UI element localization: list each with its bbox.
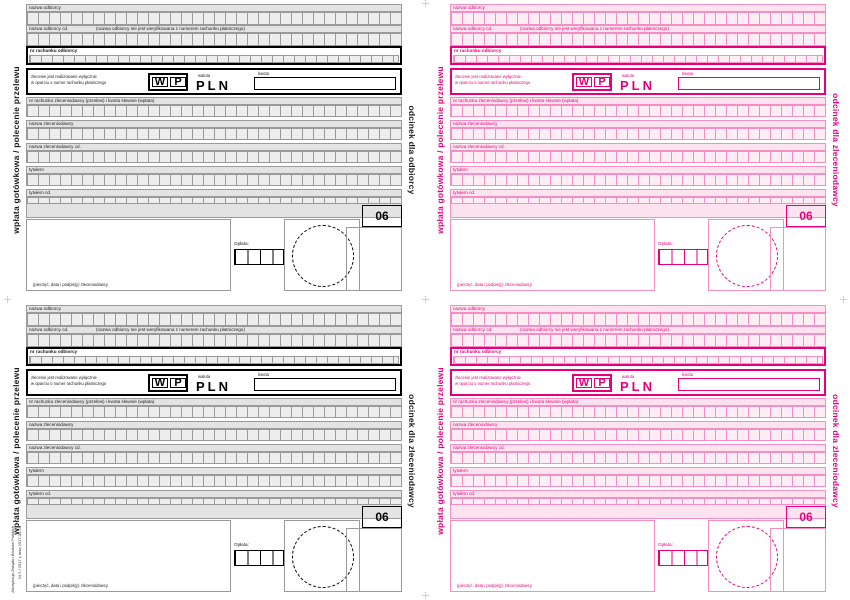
signature-caption: (pieczęć, data i podpis(y) zleceniodawcy <box>33 282 108 287</box>
vertical-title-text: wpłata gotówkowa / polecenie przelewu <box>11 65 21 234</box>
stamp-circle-icon <box>716 526 778 588</box>
label-orderer-account: nr rachunku zleceniodawcy (przelew) i kwota słownie (wpłata) <box>29 98 155 103</box>
input-orderer-name[interactable] <box>450 429 826 441</box>
input-title[interactable] <box>26 174 402 186</box>
type-w-cell[interactable]: W <box>152 378 168 388</box>
type-w-cell[interactable]: W <box>576 378 592 388</box>
field-orderer-account[interactable] <box>26 97 402 115</box>
field-header <box>450 143 826 151</box>
field-amount-row[interactable] <box>450 68 826 95</box>
field-orderer-name-cont[interactable] <box>450 143 826 161</box>
input-title[interactable] <box>26 475 402 487</box>
input-recipient-name-cont[interactable] <box>450 334 826 347</box>
label-recipient-account: nr rachunku odbiorcy <box>30 349 78 354</box>
label-orderer-account: nr rachunku zleceniodawcy (przelew) i kwota słownie (wpłata) <box>453 98 579 103</box>
label-recipient-name-cont: nazwa odbiorcy cd. <box>453 327 493 332</box>
field-header <box>450 120 826 128</box>
input-recipient-account[interactable] <box>453 55 823 63</box>
note-recipient-name: (nazwa odbiorcy nie jest weryfikowana z numerem rachunku płatniczego) <box>520 327 669 332</box>
field-recipient-account[interactable] <box>26 46 402 65</box>
field-orderer-name-cont[interactable] <box>26 143 402 161</box>
note-order-line2: w oparciu o numer rachunku płatniczego <box>455 80 531 85</box>
field-header <box>26 444 402 452</box>
input-orderer-account[interactable] <box>26 105 402 117</box>
value-currency: PLN <box>620 379 655 394</box>
field-title[interactable] <box>450 467 826 485</box>
input-title[interactable] <box>450 174 826 186</box>
signature-box[interactable] <box>450 520 655 592</box>
stamp-circle-icon <box>716 225 778 287</box>
transfer-type-box[interactable] <box>572 73 612 91</box>
field-recipient-name-cont[interactable] <box>450 326 826 342</box>
field-header <box>450 444 826 452</box>
gray-separator <box>450 203 826 218</box>
field-header <box>26 421 402 429</box>
input-recipient-name[interactable] <box>26 313 402 326</box>
label-amount: kwota <box>258 372 269 377</box>
registration-mark <box>840 296 847 303</box>
form-body <box>26 2 402 297</box>
field-orderer-name[interactable] <box>450 120 826 138</box>
registration-mark <box>4 296 11 303</box>
input-recipient-name[interactable] <box>450 12 826 25</box>
input-amount[interactable] <box>254 378 396 391</box>
field-header <box>450 421 826 429</box>
form-copy-4 <box>432 303 844 598</box>
input-recipient-name-cont[interactable] <box>26 334 402 347</box>
field-amount-row[interactable] <box>26 68 402 95</box>
vertical-title-right <box>404 2 420 297</box>
stamp-circle-icon <box>292 526 354 588</box>
vertical-title-right <box>828 303 844 598</box>
label-recipient-name-cont: nazwa odbiorcy cd. <box>29 327 69 332</box>
note-order-line1: zlecenie jest realizowane wyłącznie <box>455 375 521 380</box>
type-p-cell[interactable]: P <box>594 77 610 87</box>
label-orderer-name: nazwa zleceniodawcy <box>453 121 498 126</box>
label-recipient-account: nr rachunku odbiorcy <box>454 349 502 354</box>
field-header <box>26 166 402 174</box>
copy-label-text: odcinek dla zleceniodawcy <box>407 393 417 508</box>
note-order-line1: zlecenie jest realizowane wyłącznie <box>31 375 97 380</box>
input-recipient-account[interactable] <box>29 356 399 364</box>
label-orderer-name: nazwa zleceniodawcy <box>29 121 74 126</box>
input-fee[interactable] <box>658 550 708 566</box>
label-title: tytułem <box>29 468 44 473</box>
label-title: tytułem <box>453 468 468 473</box>
transfer-type-box[interactable] <box>148 73 188 91</box>
field-orderer-name-cont[interactable] <box>450 444 826 462</box>
label-recipient-account: nr rachunku odbiorcy <box>454 48 502 53</box>
form-body <box>450 2 826 297</box>
label-amount: kwota <box>258 71 269 76</box>
field-orderer-name[interactable] <box>450 421 826 439</box>
value-currency: PLN <box>196 78 231 93</box>
field-header <box>26 4 402 12</box>
field-recipient-name[interactable] <box>26 4 402 20</box>
transfer-type-box[interactable] <box>572 374 612 392</box>
label-amount: kwota <box>682 372 693 377</box>
field-header <box>26 490 402 498</box>
bank-use-box <box>346 528 402 592</box>
note-recipient-name: (nazwa odbiorcy nie jest weryfikowana z numerem rachunku płatniczego) <box>520 26 669 31</box>
field-header <box>26 143 402 151</box>
form-copy-1 <box>8 2 420 297</box>
label-currency: waluta <box>622 374 635 379</box>
copy-label-text: odcinek dla zleceniodawcy <box>831 393 841 508</box>
field-header <box>450 467 826 475</box>
type-p-cell[interactable]: P <box>170 378 186 388</box>
gray-separator <box>450 504 826 519</box>
input-recipient-name-cont[interactable] <box>26 33 402 46</box>
form-bottom <box>450 510 826 592</box>
value-currency: PLN <box>620 78 655 93</box>
form-number-box: 06 <box>786 205 826 227</box>
field-orderer-name[interactable] <box>26 120 402 138</box>
note-recipient-name: (nazwa odbiorcy nie jest weryfikowana z numerem rachunku płatniczego) <box>96 327 245 332</box>
type-w-cell[interactable]: W <box>576 77 592 87</box>
bank-use-box <box>770 227 826 291</box>
type-w-cell[interactable]: W <box>152 77 168 87</box>
signature-box[interactable] <box>26 219 231 291</box>
label-fee: Opłata: <box>658 542 673 547</box>
note-order-line1: zlecenie jest realizowane wyłącznie <box>455 74 521 79</box>
field-header <box>450 490 826 498</box>
gray-separator <box>26 504 402 519</box>
label-recipient-account: nr rachunku odbiorcy <box>30 48 78 53</box>
note-order-line1: zlecenie jest realizowane wyłącznie <box>31 74 97 79</box>
form-number-box: 06 <box>786 506 826 528</box>
legal-line-2: Nr 2 / 2017 z dnia 2017-05-24 <box>17 526 22 580</box>
label-currency: waluta <box>198 73 211 78</box>
label-orderer-account: nr rachunku zleceniodawcy (przelew) i kwota słownie (wpłata) <box>29 399 155 404</box>
label-amount: kwota <box>682 71 693 76</box>
field-recipient-account[interactable] <box>450 46 826 65</box>
field-header <box>26 120 402 128</box>
field-title[interactable] <box>450 166 826 184</box>
label-recipient-name-cont: nazwa odbiorcy cd. <box>453 26 493 31</box>
label-recipient-name: nazwa odbiorcy <box>453 306 485 311</box>
label-recipient-name-cont: nazwa odbiorcy cd. <box>29 26 69 31</box>
field-title[interactable] <box>26 467 402 485</box>
input-amount[interactable] <box>678 378 820 391</box>
input-orderer-name-cont[interactable] <box>26 452 402 464</box>
type-p-cell[interactable]: P <box>594 378 610 388</box>
vertical-title-text: wpłata gotówkowa / polecenie przelewu <box>435 65 445 234</box>
label-fee: Opłata: <box>234 241 249 246</box>
registration-mark <box>422 296 429 303</box>
label-orderer-account: nr rachunku zleceniodawcy (przelew) i kwota słownie (wpłata) <box>453 399 579 404</box>
field-header <box>26 467 402 475</box>
label-title-cont: tytułem cd. <box>453 190 476 195</box>
label-recipient-name: nazwa odbiorcy <box>453 5 485 10</box>
bank-use-box <box>346 227 402 291</box>
input-orderer-name[interactable] <box>26 128 402 140</box>
type-p-cell[interactable]: P <box>170 77 186 87</box>
form-bottom <box>26 209 402 291</box>
form-body <box>26 303 402 598</box>
field-recipient-name-cont[interactable] <box>26 326 402 342</box>
signature-caption: (pieczęć, data i podpis(y) zleceniodawcy <box>457 583 532 588</box>
input-orderer-name[interactable] <box>26 429 402 441</box>
vertical-title-right <box>404 303 420 598</box>
field-recipient-name[interactable] <box>450 305 826 321</box>
field-recipient-name[interactable] <box>26 305 402 321</box>
vertical-title-text: wpłata gotówkowa / polecenie przelewu <box>435 366 445 535</box>
label-fee: Opłata: <box>658 241 673 246</box>
form-copy-2 <box>432 2 844 297</box>
field-header <box>450 189 826 197</box>
input-fee[interactable] <box>658 249 708 265</box>
input-fee[interactable] <box>234 550 284 566</box>
form-number-box: 06 <box>362 506 402 528</box>
form-bottom <box>26 510 402 592</box>
input-recipient-account[interactable] <box>453 356 823 364</box>
form-bottom <box>450 209 826 291</box>
label-title: tytułem <box>29 167 44 172</box>
stamp-circle-icon <box>292 225 354 287</box>
signature-box[interactable] <box>450 219 655 291</box>
vertical-title-left <box>8 2 24 297</box>
label-orderer-name-cont: nazwa zleceniodawcy cd. <box>29 144 81 149</box>
label-fee: Opłata: <box>234 542 249 547</box>
label-recipient-name: nazwa odbiorcy <box>29 5 61 10</box>
transfer-type-box[interactable] <box>148 374 188 392</box>
copy-label-text: odcinek dla odbiorcy <box>407 104 417 195</box>
field-title[interactable] <box>26 166 402 184</box>
field-recipient-account[interactable] <box>450 347 826 366</box>
legal-line-1: Akceptacja Związku Banków Polskich <box>10 526 15 593</box>
field-amount-row[interactable] <box>26 369 402 396</box>
field-header <box>450 166 826 174</box>
field-recipient-name-cont[interactable] <box>450 25 826 41</box>
input-amount[interactable] <box>678 77 820 90</box>
field-header <box>450 305 826 313</box>
label-orderer-name-cont: nazwa zleceniodawcy cd. <box>453 445 505 450</box>
input-orderer-name-cont[interactable] <box>450 452 826 464</box>
note-order-line2: w oparciu o numer rachunku płatniczego <box>31 381 107 386</box>
input-orderer-account[interactable] <box>450 105 826 117</box>
field-recipient-name-cont[interactable] <box>26 25 402 41</box>
field-recipient-account[interactable] <box>26 347 402 366</box>
label-recipient-name: nazwa odbiorcy <box>29 306 61 311</box>
gray-separator <box>26 203 402 218</box>
form-body <box>450 303 826 598</box>
vertical-title-left <box>432 303 448 598</box>
input-recipient-name[interactable] <box>26 12 402 25</box>
input-amount[interactable] <box>254 77 396 90</box>
input-orderer-name-cont[interactable] <box>450 151 826 163</box>
label-orderer-name: nazwa zleceniodawcy <box>29 422 74 427</box>
registration-mark <box>422 592 429 599</box>
note-order-line2: w oparciu o numer rachunku płatniczego <box>455 381 531 386</box>
input-recipient-name[interactable] <box>450 313 826 326</box>
vertical-title-text: wpłata gotówkowa / polecenie przelewu <box>11 366 21 535</box>
registration-mark <box>422 0 429 7</box>
note-order-line2: w oparciu o numer rachunku płatniczego <box>31 80 107 85</box>
copy-label-text: odcinek dla zleceniodawcy <box>831 92 841 207</box>
vertical-title-left <box>432 2 448 297</box>
vertical-title-right <box>828 2 844 297</box>
bank-use-box <box>770 528 826 592</box>
field-orderer-name-cont[interactable] <box>26 444 402 462</box>
label-orderer-name: nazwa zleceniodawcy <box>453 422 498 427</box>
label-currency: waluta <box>198 374 211 379</box>
input-orderer-name-cont[interactable] <box>26 151 402 163</box>
field-orderer-account[interactable] <box>450 97 826 115</box>
field-recipient-name[interactable] <box>450 4 826 20</box>
input-orderer-name[interactable] <box>450 128 826 140</box>
field-orderer-name[interactable] <box>26 421 402 439</box>
signature-caption: (pieczęć, data i podpis(y) zleceniodawcy <box>33 583 108 588</box>
input-recipient-name-cont[interactable] <box>450 33 826 46</box>
label-orderer-name-cont: nazwa zleceniodawcy cd. <box>453 144 505 149</box>
note-recipient-name: (nazwa odbiorcy nie jest weryfikowana z numerem rachunku płatniczego) <box>96 26 245 31</box>
label-title-cont: tytułem cd. <box>29 491 52 496</box>
label-title-cont: tytułem cd. <box>29 190 52 195</box>
field-orderer-account[interactable] <box>450 398 826 416</box>
field-header <box>26 189 402 197</box>
field-amount-row[interactable] <box>450 369 826 396</box>
input-recipient-account[interactable] <box>29 55 399 63</box>
field-header <box>450 4 826 12</box>
legal-footnote <box>10 526 70 596</box>
input-fee[interactable] <box>234 249 284 265</box>
label-title-cont: tytułem cd. <box>453 491 476 496</box>
input-title[interactable] <box>450 475 826 487</box>
input-orderer-account[interactable] <box>26 406 402 418</box>
form-number-box: 06 <box>362 205 402 227</box>
field-header <box>26 305 402 313</box>
label-orderer-name-cont: nazwa zleceniodawcy cd. <box>29 445 81 450</box>
input-orderer-account[interactable] <box>450 406 826 418</box>
signature-caption: (pieczęć, data i podpis(y) zleceniodawcy <box>457 282 532 287</box>
label-title: tytułem <box>453 167 468 172</box>
value-currency: PLN <box>196 379 231 394</box>
label-currency: waluta <box>622 73 635 78</box>
field-orderer-account[interactable] <box>26 398 402 416</box>
